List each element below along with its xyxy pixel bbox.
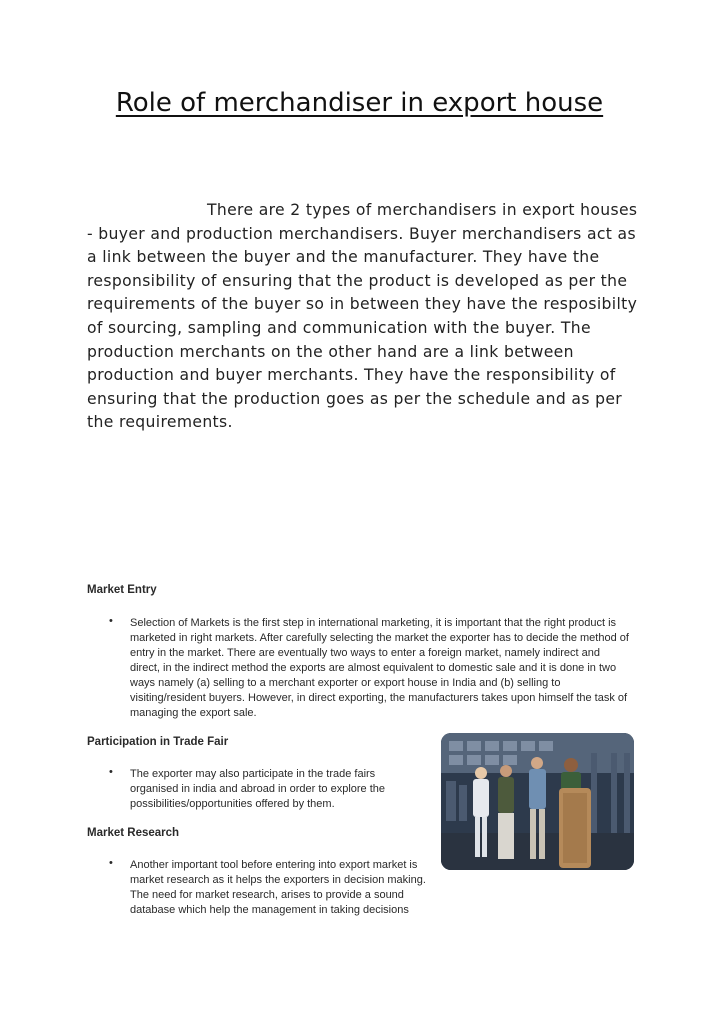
trade-fair-photo	[441, 733, 634, 870]
section-heading-market-entry: Market Entry	[87, 584, 157, 596]
market-research-text: Another important tool before entering into export market is market research as it helps the exporters in decision making. The need for market research, arises to provide a sound database which help the management in taking decisions	[130, 859, 426, 916]
intro-paragraph: There are 2 types of merchandisers in export houses - buyer and production merchandisers. Buyer merchandisers act as a link between the buyer and the manufacturer. They have the responsibility of ensuring that the product is developed as per the requirements of the buyer so in between they have the resposibilty of sourcing, sampling and communication with the buyer. The production merchants on the other hand are a link between production and buyer merchants. They have the responsibility of ensuring that the production goes as per the schedule and as per the requirements.	[87, 201, 638, 432]
page-title: Role of merchandiser in export house	[115, 88, 604, 118]
market-entry-text: Selection of Markets is the first step in international marketing, it is important that the right product is marketed in right markets. After carefully selecting the market the exporter has to decide the method of entry in the market. There are eventually two ways to enter a foreign market, namely indirect and direct, in the indirect method the exports are almost equivalent to domestic sale and it is done in two ways namely (a) selling to a merchant exporter or export house in India and (b) selling to visiting/resident buyers. However, in direct exporting, the manufacturers takes upon himself the task of managing the export sale.	[130, 617, 629, 719]
section-heading-market-research: Market Research	[87, 827, 180, 839]
bullet-marker: •	[109, 857, 113, 869]
bullet-marker: •	[109, 766, 113, 778]
section-heading-trade-fair: Participation in Trade Fair	[87, 736, 229, 748]
trade-fair-text: The exporter may also participate in the trade fairs organised in india and abroad in order to explore the possibilities/opportunities offered by them.	[130, 768, 386, 810]
bullet-marker: •	[109, 615, 113, 627]
